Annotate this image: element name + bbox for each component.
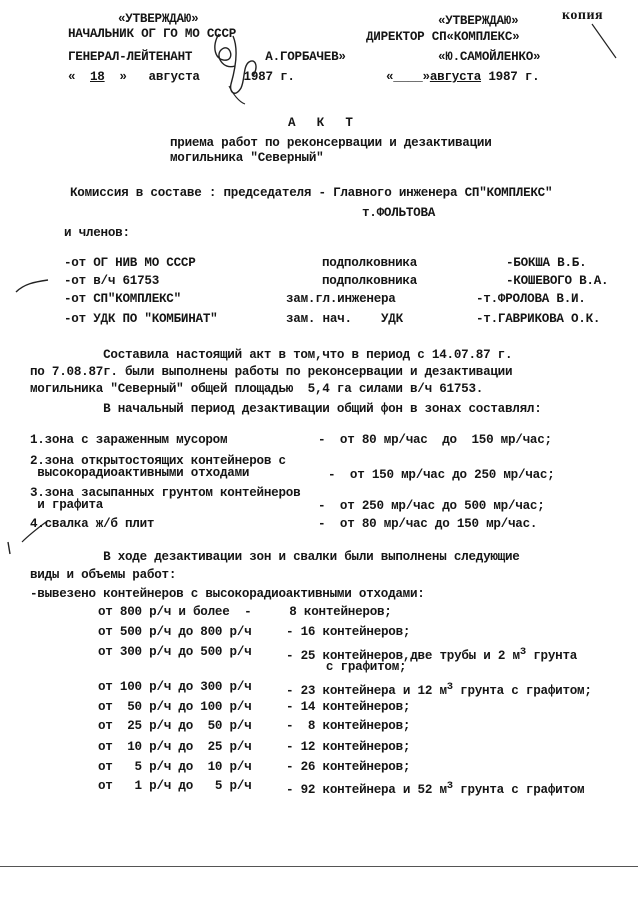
zone-label: 4.свалка ж/б плит [30,517,155,531]
zone-radiation-value: - от 80 мр/час до 150 мр/час. [318,517,538,531]
member-rank: зам.гл.инженера [286,292,396,306]
member-name: -КОШЕВОГО В.А. [506,274,609,288]
body-paragraph-1-line-2: по 7.08.87г. были выполнены работы по реконсервации и дезактивации [30,365,513,379]
removal-quantity-text: - 23 контейнера и 12 м [286,684,447,699]
zone-radiation-value: - от 80 мр/час до 150 мр/час; [318,433,552,447]
dose-range: от 10 р/ч до 25 р/ч [98,740,252,754]
body-paragraph-2-line-1: В ходе дезактивации зон и свалки были выполнены следующие [30,550,520,564]
removal-quantity-text: - 25 контейнеров,две трубы и 2 м [286,649,520,664]
members-label: и членов: [64,226,130,240]
cubic-superscript: 3 [519,646,526,658]
zone-label: 3.зона засыпанных грунтом контейнеров [30,486,301,500]
dose-range: от 50 р/ч до 100 р/ч [98,700,252,714]
body-paragraph-2-line-2: виды и объемы работ: [30,568,177,582]
title-subject-line-2: могильника "Северный" [170,151,324,165]
body-paragraph-2-line-3: -вывезено контейнеров с высокорадиоактивными отходами: [30,587,425,601]
dose-range: от 1 р/ч до 5 р/ч [98,779,252,793]
corner-stroke-mark [590,22,620,62]
member-rank: зам. нач. УДК [286,312,403,326]
removal-quantity [286,680,592,698]
member-name: -т.ГАВРИКОВА О.К. [476,312,601,326]
removal-quantity-continued: с графитом; [304,660,407,674]
member-org: -от УДК ПО "КОМБИНАТ" [64,312,218,326]
left-approver-position: НАЧАЛЬНИК ОГ ГО МО СССР [68,27,237,41]
body-paragraph-1-line-4: В начальный период дезактивации общий фон в зонах составлял: [30,402,542,416]
margin-pen-mark [4,540,14,556]
left-date-rest: » августа 1987 г. [119,70,295,84]
member-org: -от СП"КОМПЛЕКС" [64,292,181,306]
member-rank: подполковника [322,256,417,270]
member-rank: подполковника [322,274,417,288]
dose-range: от 300 р/ч до 500 р/ч [98,645,252,659]
zone-label-continued: и графита [30,498,104,512]
removal-quantity: - 14 контейнеров; [286,700,411,714]
dose-range: от 25 р/ч до 50 р/ч [98,719,252,733]
removal-quantity-text: - 92 контейнера и 52 м [286,783,447,798]
removal-quantity-tail: грунта [525,649,578,664]
removal-quantity: 8 контейнеров; [282,605,392,619]
removal-quantity: - 8 контейнеров; [286,719,411,733]
left-approve-heading: «УТВЕРЖДАЮ» [118,12,199,26]
removal-quantity: - 16 контейнеров; [286,625,411,639]
member-name: -БОКША В.Б. [506,256,587,270]
right-approve-heading: «УТВЕРЖДАЮ» [438,14,519,28]
member-org: -от в/ч 61753 [64,274,159,288]
removal-quantity: - 26 контейнеров; [286,760,411,774]
member-org: -от ОГ НИВ МО СССР [64,256,196,270]
zone-label-continued: высокорадиоактивными отходами [30,466,250,480]
zone-radiation-value: - от 150 мр/час до 250 мр/час; [328,468,555,482]
dose-range: от 100 р/ч до 300 р/ч [98,680,252,694]
zone-label: 1.зона с зараженным мусором [30,433,228,447]
right-approver-position: ДИРЕКТОР СП«КОМПЛЕКС» [366,30,520,44]
title-subject-line-1: приема работ по реконсервации и дезактивации [170,136,492,150]
left-date-open-quote: « [68,70,76,84]
commission-intro: Комиссия в составе : председателя - Главного инженера СП"КОМПЛЕКС" [70,186,553,200]
left-approver-rank-name: ГЕНЕРАЛ-ЛЕЙТЕНАНТ А.ГОРБАЧЕВ» [68,50,346,64]
scan-edge-line [0,866,638,867]
right-date-line [386,70,539,84]
copy-stamp: копия [562,8,604,23]
margin-pen-mark [14,278,50,296]
member-name: -т.ФРОЛОВА В.И. [476,292,586,306]
zone-radiation-value: - от 250 мр/час до 500 мр/час; [318,499,545,513]
dose-range: от 500 р/ч до 800 р/ч [98,625,252,639]
right-approver-name: «Ю.САМОЙЛЕНКО» [438,50,541,64]
commission-chair: т.ФОЛЬТОВА [362,206,436,220]
removal-quantity-tail: грунта с графитом; [452,684,592,699]
body-paragraph-1-line-3: могильника "Северный" общей площадью 5,4 га силами в/ч 61753. [30,382,484,396]
cubic-superscript: 3 [446,681,453,693]
dose-range: от 800 р/ч и более - [98,605,252,619]
removal-quantity: - 12 контейнеров; [286,740,411,754]
zone-label: 2.зона открытостоящих контейнеров с [30,454,286,468]
right-date-month: августа [429,70,482,84]
body-paragraph-1-line-1: Составила настоящий акт в том,что в период с 14.07.87 г. [30,348,513,362]
removal-quantity-tail: грунта с графитом [452,783,585,798]
cubic-superscript: 3 [446,780,453,792]
dose-range: от 5 р/ч до 10 р/ч [98,760,252,774]
right-date-year: 1987 г. [481,70,540,84]
left-date-day: 18 [90,70,105,84]
document-title: А К Т [288,116,355,130]
left-handwritten-signature [205,26,267,108]
removal-quantity [286,779,584,797]
right-date-blank: «____» [386,70,430,84]
